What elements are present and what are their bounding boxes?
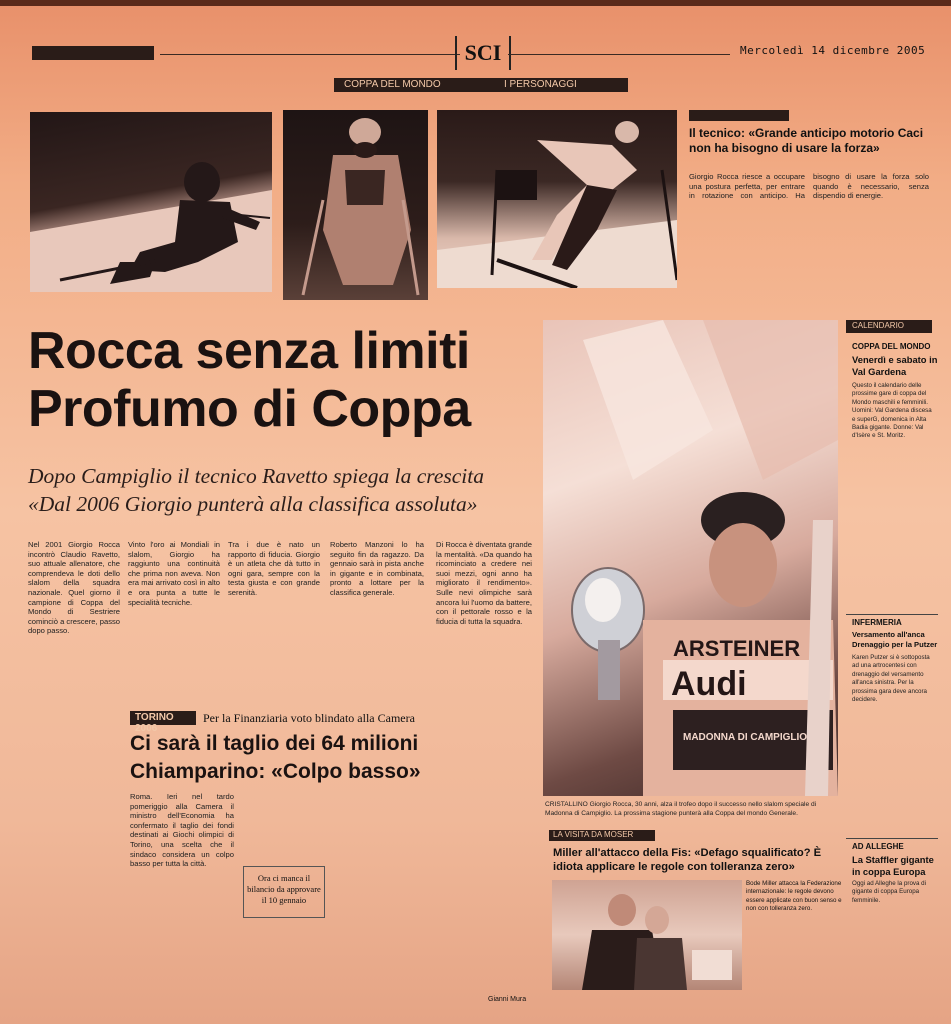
- article-tag: [689, 110, 789, 121]
- miller-photo: [552, 880, 742, 990]
- main-subtitle: [28, 462, 540, 518]
- calendar-tag-text: CALENDARIO: [852, 321, 905, 330]
- section-body: Questo il calendario delle prossime gare di coppa del Mondo maschili e femminili. Uomini: Val Gardena discesa e superG, domenica in Alta Badia gigante. Donne: Val d'Isère e St. Moritz.: [852, 382, 932, 440]
- article-column: Di Rocca è diventata grande la mentalità. «Da quando ha ricominciato a credere nei suoi mezzi, ogni anno ha migliorato il rendimento». Sulle nevi olimpiche sarà ancora lui l'uomo da battere, con il pettorale rosso e la fiducia di tutta la squadra.: [436, 540, 532, 626]
- top-edge: [0, 0, 951, 6]
- section-body: Oggi ad Alleghe la prova di gigante di coppa Europa femminile.: [852, 880, 926, 904]
- pull-quote: Ora ci manca il bilancio da approvare il 10 gennaio: [243, 866, 325, 918]
- torino-tag-text: TORINO 2006: [135, 712, 174, 734]
- rocca-trophy-photo: [543, 320, 838, 796]
- subsection-bar: [334, 78, 628, 92]
- masthead-rule-right: [508, 54, 730, 55]
- skier-illustration: [283, 110, 428, 300]
- people-illustration: [552, 880, 742, 990]
- torino-headline-line: Ci sarà il taglio dei 64 milioni: [130, 732, 419, 755]
- main-headline: [28, 322, 533, 438]
- torino-body: Roma. Ieri nel tardo pomeriggio alla Camera il ministro dell'Economia ha confermato il taglio dei fondi destinati ai Giochi olimpici di Torino, una scelta che il sindaco considera un colpo basso per tutta la città.: [130, 792, 234, 869]
- miller-tag-text: LA VISITA DA MOSER: [553, 830, 634, 839]
- divider: [846, 614, 938, 615]
- section-headline: Versamento all'anca Drenaggio per la Putzer: [852, 630, 938, 649]
- article-column: Tra i due è nato un rapporto di fiducia. Giorgio è un atleta che dà tutto in ogni gara, sempre con la testa giusta e con grande serenità.: [228, 540, 320, 597]
- masthead-rule-left: [160, 54, 460, 55]
- section-headline: Venerdì e sabato in Val Gardena: [852, 354, 938, 377]
- sponsor-logo-text: Audi: [671, 665, 747, 703]
- rocca-illustration: [543, 320, 838, 796]
- article-body: Giorgio Rocca riesce a occupare una postura perfetta, per entrare in rotazione con anticipo. Ha bisogno di usare la forza solo quando è necessario, senza dispendio di energie.: [689, 172, 929, 201]
- section-label: INFERMERIA: [852, 618, 902, 627]
- torino-kicker: Per la Finanziaria voto blindato alla Camera: [203, 711, 415, 725]
- venue-text: MADONNA DI CAMPIGLIO: [683, 732, 808, 743]
- section-body: Karen Putzer si è sottoposta ad una artrocentesi con drenaggio del versamento all'anca sinistra. Per la prossima gara deve ancora decidere.: [852, 654, 930, 704]
- subsection-label: I PERSONAGGI: [504, 79, 577, 90]
- ski-photo-3: [437, 110, 677, 288]
- masthead-logo: [32, 46, 154, 60]
- subtitle-line: «Dal 2006 Giorgio punterà alla classifica assoluta»: [28, 492, 478, 516]
- article-column: Roberto Manzoni lo ha seguito fin da ragazzo. Da gennaio sarà in pista anche in gigante e in combinata, pronto a lottare per la classifica generale.: [330, 540, 424, 597]
- article-signature: Gianni Mura: [488, 996, 527, 1003]
- miller-headline: Miller all'attacco della Fis: «Defago squalificato? È idiota applicare le regole con tolleranza zero»: [553, 847, 822, 873]
- subtitle-line: Dopo Campiglio il tecnico Ravetto spiega la crescita: [28, 464, 484, 488]
- main-headline-line: Profumo di Coppa: [28, 380, 471, 438]
- torino-headline-line: Chiamparino: «Colpo basso»: [130, 760, 421, 783]
- ski-photo-1: [30, 112, 272, 292]
- skier-illustration: [30, 112, 272, 292]
- miller-body: Bode Miller attacca la Federazione internazionale: le regole devono essere applicate con buon senso e non con tolleranza zero.: [746, 880, 842, 913]
- miller-tag: [549, 830, 655, 841]
- divider: [846, 838, 938, 839]
- section-label: AD ALLEGHE: [852, 842, 904, 851]
- torino-tag: [130, 711, 196, 734]
- calendar-tag: [846, 320, 932, 333]
- main-headline-line: Rocca senza limiti: [28, 322, 470, 380]
- article-headline: Il tecnico: «Grande anticipo motorio Caci non ha bisogno di usare la forza»: [689, 126, 924, 155]
- section-title: SCI: [455, 36, 511, 70]
- ski-photo-2: [283, 110, 428, 300]
- masthead-date: Mercoledì 14 dicembre 2005: [740, 44, 926, 57]
- article-column: Vinto l'oro ai Mondiali in slalom, Giorgio ha raggiunto una continuità che prima non aveva. Non era mai arrivato così in alto e ora punta a tutte le specialità tecniche.: [128, 540, 220, 607]
- subsection-label: COPPA DEL MONDO: [344, 79, 441, 90]
- section-headline: La Staffler gigante in coppa Europa: [852, 854, 934, 877]
- banner-text: ARSTEINER: [673, 636, 801, 661]
- photo-caption: CRISTALLINO Giorgio Rocca, 30 anni, alza il trofeo dopo il successo nello slalom speciale di Madonna di Campiglio. La prossima stagione punterà alla Coppa del mondo Generale.: [545, 801, 817, 817]
- article-column: Nel 2001 Giorgio Rocca incontrò Claudio Ravetto, suo attuale allenatore, che comprendeva le doti dello slalom della squadra nazionale. Quel giorno il campione di Coppa del Mondo di Sestriere cominciò a crescere, passo dopo passo.: [28, 540, 120, 636]
- torino-headline: [130, 730, 460, 786]
- skier-illustration: [437, 110, 677, 288]
- section-label: COPPA DEL MONDO: [852, 342, 931, 351]
